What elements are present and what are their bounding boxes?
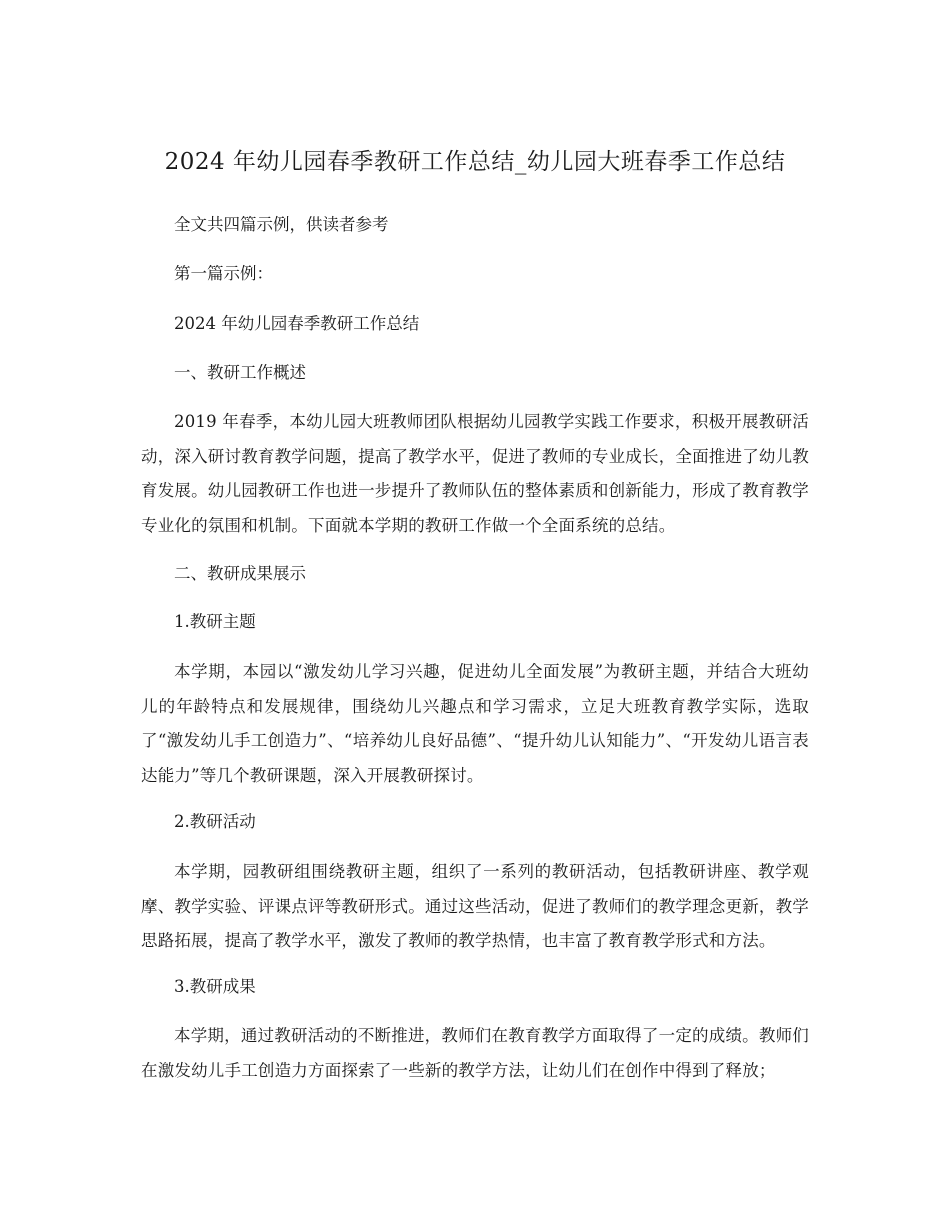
intro-text: 全文共四篇示例，供读者参考 bbox=[174, 215, 389, 234]
item1-paragraph: 本学期，本园以“激发幼儿学习兴趣，促进幼儿全面发展”为教研主题，并结合大班幼儿的年龄特点和发展规律，围绕幼儿兴趣点和学习需求，立足大班教育教学实际，选取了“激发幼儿手工创造力”、“培养幼儿良好品德”、“提升幼儿认知能力”、“开发幼儿语言表达能力”等几个教研课题，深入开展教研探讨。 bbox=[141, 662, 809, 785]
item1-heading: 1.教研主题 bbox=[174, 612, 256, 631]
item3-paragraph: 本学期，通过教研活动的不断推进，教师们在教育教学方面取得了一定的成绩。教师们在激发幼儿手工创造力方面探索了一些新的教学方法，让幼儿们在创作中得到了释放； bbox=[141, 1026, 809, 1080]
section1-paragraph: 2019 年春季，本幼儿园大班教师团队根据幼儿园教学实践工作要求，积极开展教研活动，深入研讨教育教学问题，提高了教学水平，促进了教师的专业成长，全面推进了幼儿教育发展。幼儿园教研工作也进一步提升了教师队伍的整体素质和创新能力，形成了教育教学专业化的氛围和机制。下面就本学期的教研工作做一个全面系统的总结。 bbox=[141, 412, 809, 535]
item2-heading: 2.教研活动 bbox=[174, 812, 256, 831]
example-subtitle: 2024 年幼儿园春季教研工作总结 bbox=[174, 314, 420, 333]
document-title: 2024 年幼儿园春季教研工作总结_幼儿园大班春季工作总结 bbox=[164, 149, 786, 175]
item3-heading: 3.教研成果 bbox=[174, 977, 256, 996]
section1-heading: 一、教研工作概述 bbox=[174, 363, 306, 382]
item2-paragraph: 本学期，园教研组围绕教研主题，组织了一系列的教研活动，包括教研讲座、教学观摩、教学实验、评课点评等教研形式。通过这些活动，促进了教师们的教学理念更新，教学思路拓展，提高了教学水平，激发了教师的教学热情，也丰富了教育教学形式和方法。 bbox=[141, 862, 809, 950]
section2-heading: 二、教研成果展示 bbox=[174, 564, 306, 583]
example-label: 第一篇示例： bbox=[174, 264, 273, 283]
